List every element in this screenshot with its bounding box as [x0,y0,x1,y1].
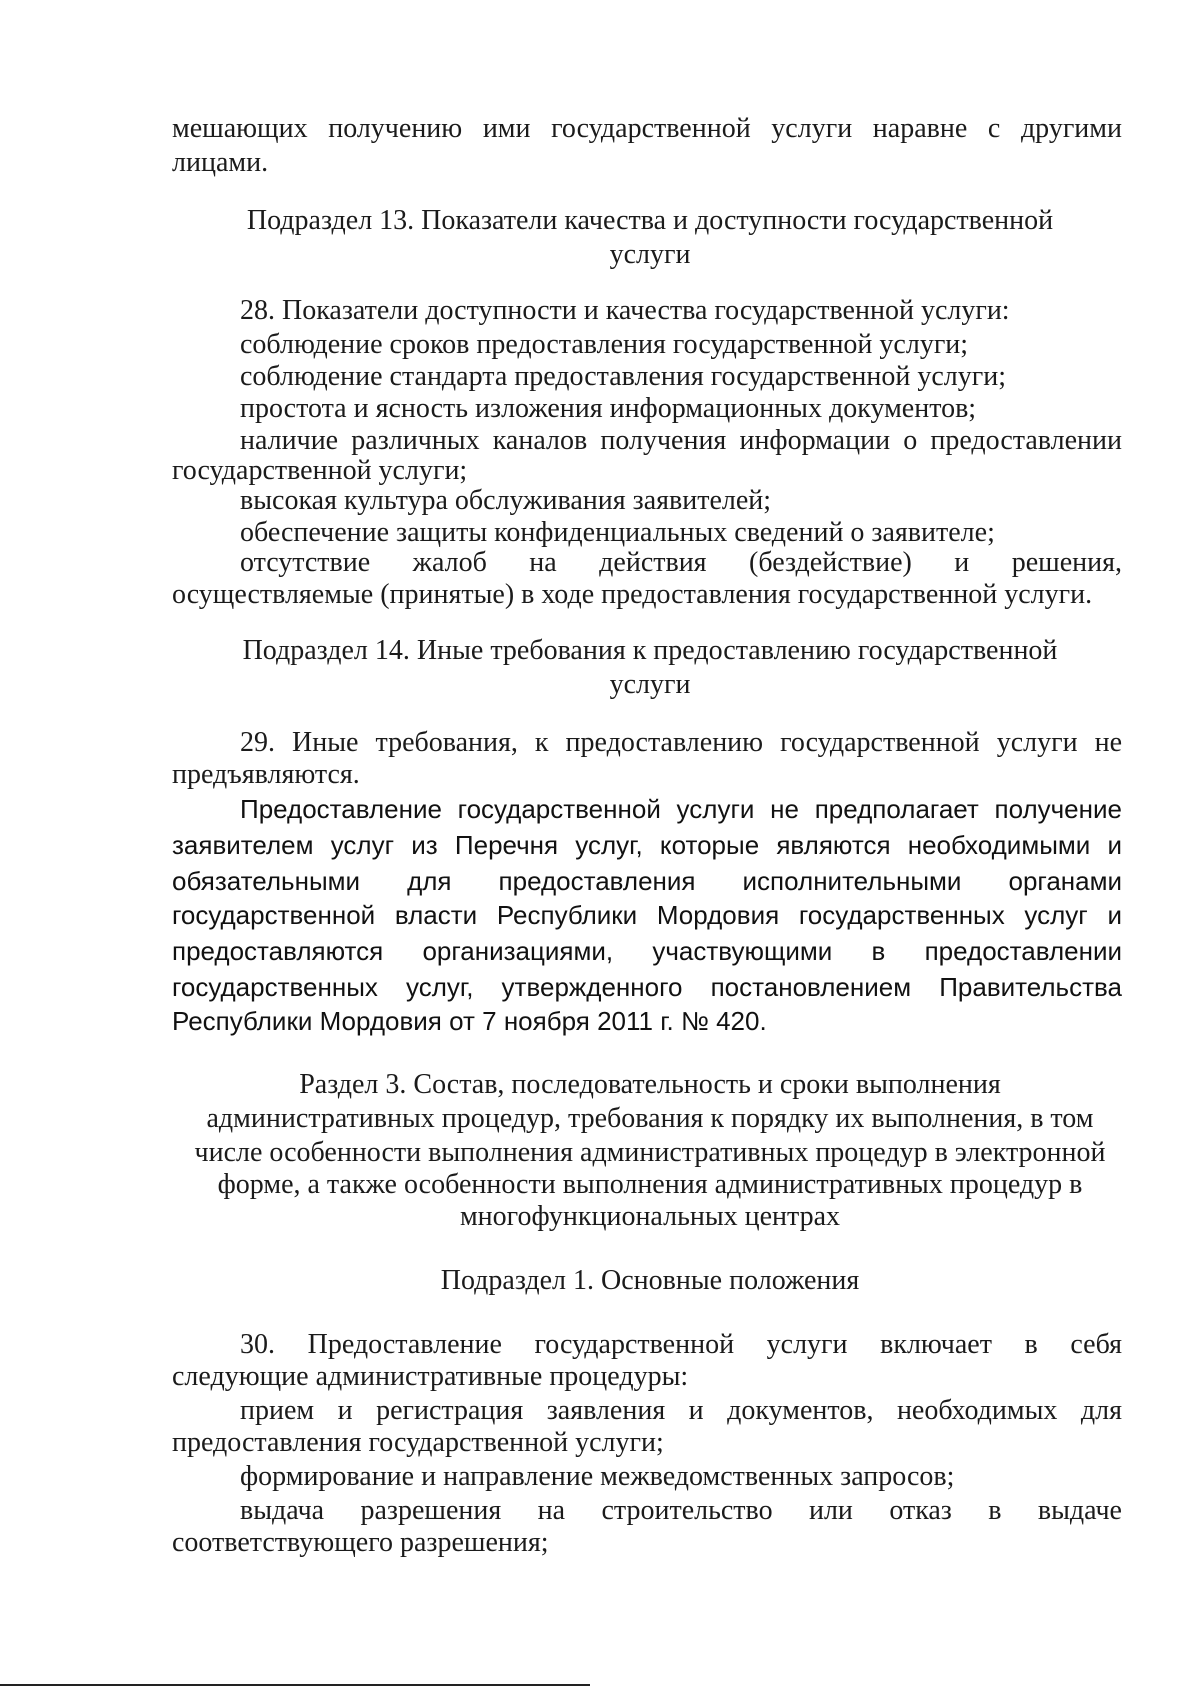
subsection-14-heading-line-1: Подраздел 14. Иные требования к предоставлению государственной [242,635,1058,666]
p30-line-1: 30. Предоставление государственной услуги включает в себя [240,1329,1122,1360]
p30-line-6: выдача разрешения на строительство или отказ в выдаче [240,1495,1122,1526]
section-3-heading-line-5: многофункциональных центрах [459,1201,841,1232]
section-3-heading-line-1: Раздел 3. Состав, последовательность и сроки выполнения [299,1069,1001,1100]
subsection-14-heading-line-2: услуги [609,669,691,700]
section-3-heading-line-4: форме, а также особенности выполнения административных процедур в [217,1169,1083,1200]
p29-line-3: Предоставление государственной услуги не предполагает получение [240,794,1122,824]
subsection-1-heading: Подраздел 1. Основные положения [440,1265,860,1296]
p30-line-3: прием и регистрация заявления и документов, необходимых для [240,1395,1122,1426]
footer-rule [0,1684,590,1686]
subsection-13-heading-line-2: услуги [609,239,691,270]
p28-line-2: соблюдение сроков предоставления государственной услуги; [240,329,969,360]
p29-line-4: заявителем услуг из Перечня услуг, которые являются необходимыми и [172,830,1122,860]
p30-line-7: соответствующего разрешения; [172,1527,549,1558]
p29-line-9: Республики Мордовия от 7 ноября 2011 г. № 420. [172,1006,767,1036]
p30-line-2: следующие административные процедуры: [172,1361,689,1392]
p29-line-1: 29. Иные требования, к предоставлению государственной услуги не [240,727,1122,758]
p28-line-7: высокая культура обслуживания заявителей; [240,485,772,516]
p29-line-7: предоставляются организациями, участвующими в предоставлении [172,936,1122,966]
p29-line-2: предъявляются. [172,759,360,790]
p30-line-5: формирование и направление межведомственных запросов; [240,1461,955,1492]
p28-line-10: осуществляемые (принятые) в ходе предоставления государственной услуги. [172,579,1093,610]
p28-line-1: 28. Показатели доступности и качества государственной услуги: [240,295,1010,326]
p28-line-9: отсутствие жалоб на действия (бездействие) и решения, [240,547,1122,578]
p29-line-6: государственной власти Республики Мордовия государственных услуг и [172,900,1122,930]
intro-line-2: лицами. [172,147,269,178]
p28-line-4: простота и ясность изложения информационных документов; [240,393,977,424]
p30-line-4: предоставления государственной услуги; [172,1427,664,1458]
section-3-heading-line-2: административных процедур, требования к порядку их выполнения, в том [206,1103,1094,1134]
p28-line-6: государственной услуги; [172,455,468,486]
p28-line-8: обеспечение защиты конфиденциальных сведений о заявителе; [240,517,995,548]
p29-line-8: государственных услуг, утвержденного постановлением Правительства [172,972,1122,1002]
section-3-heading-line-3: числе особенности выполнения административных процедур в электронной [194,1137,1106,1168]
p28-line-3: соблюдение стандарта предоставления государственной услуги; [240,361,1006,392]
subsection-13-heading-line-1: Подраздел 13. Показатели качества и доступности государственной [246,205,1054,236]
p29-line-5: обязательными для предоставления исполнительными органами [172,866,1122,896]
p28-line-5: наличие различных каналов получения информации о предоставлении [240,425,1122,456]
intro-line-1: мешающих получению ими государственной услуги наравне с другими [172,113,1122,144]
